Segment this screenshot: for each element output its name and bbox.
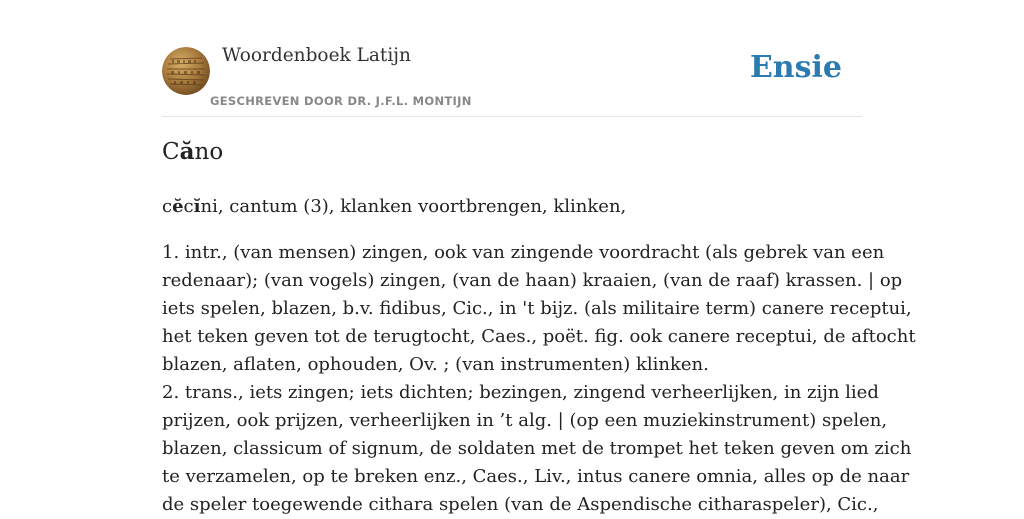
definition-line: 2. trans., iets zingen; iets dichten; bezingen, zingend verheerlijken, in zijn lied	[162, 382, 879, 403]
headword-part: C	[162, 139, 180, 165]
headword-part: no	[194, 139, 224, 165]
forms-short-vowel: ĭ	[193, 196, 201, 217]
definition-line: iets spelen, blazen, b.v. fidibus, Cic., in 't bijz. (als militaire term) canere receptui,	[162, 298, 912, 319]
entry-definition	[162, 239, 916, 519]
definition-line: blazen, classicum of signum, de soldaten met de trompet het teken geven om zich	[162, 438, 912, 459]
definition-line: 1. intr., (van mensen) zingen, ook van zingende voordracht (als gebrek van een	[162, 242, 885, 263]
definition-line: de speler toegewende cithara spelen (van de Aspendische citharaspeler), Cic.,	[162, 494, 879, 515]
page	[162, 0, 916, 515]
headword-short-vowel: ă	[179, 138, 195, 165]
brand-logo[interactable]: Ensie	[749, 50, 842, 85]
definition-line: prijzen, ook prijzen, verheerlijken in ’t alg. | (op een muziekinstrument) spelen,	[162, 410, 888, 431]
forms-part: ni, cantum (3), klanken voortbrengen, klinken,	[200, 196, 627, 217]
bronze-tablet-icon[interactable]	[162, 47, 210, 95]
definition-line: te verzamelen, op te breken enz., Caes., Liv., intus canere omnia, alles op de naar	[162, 466, 910, 487]
definition-line: redenaar); (van vogels) zingen, (van de haan) kraaien, (van de raaf) krassen. | op	[162, 270, 903, 291]
entry-headword	[162, 138, 223, 165]
book-title[interactable]: Woordenboek Latijn	[222, 45, 411, 66]
forms-short-vowel: ĕ	[172, 196, 184, 217]
definition-line: blazen, aflaten, ophouden, Ov. ; (van instrumenten) klinken.	[162, 354, 709, 375]
forms-part: c	[183, 196, 194, 217]
author-byline: GESCHREVEN DOOR DR. J.F.L. MONTIJN	[210, 94, 472, 108]
header	[162, 0, 862, 117]
entry-forms	[162, 193, 862, 221]
definition-line: het teken geven tot de terugtocht, Caes., poët. fig. ook canere receptui, de aftocht	[162, 326, 916, 347]
forms-part: c	[162, 196, 173, 217]
bronze-tablet-image	[162, 47, 210, 95]
